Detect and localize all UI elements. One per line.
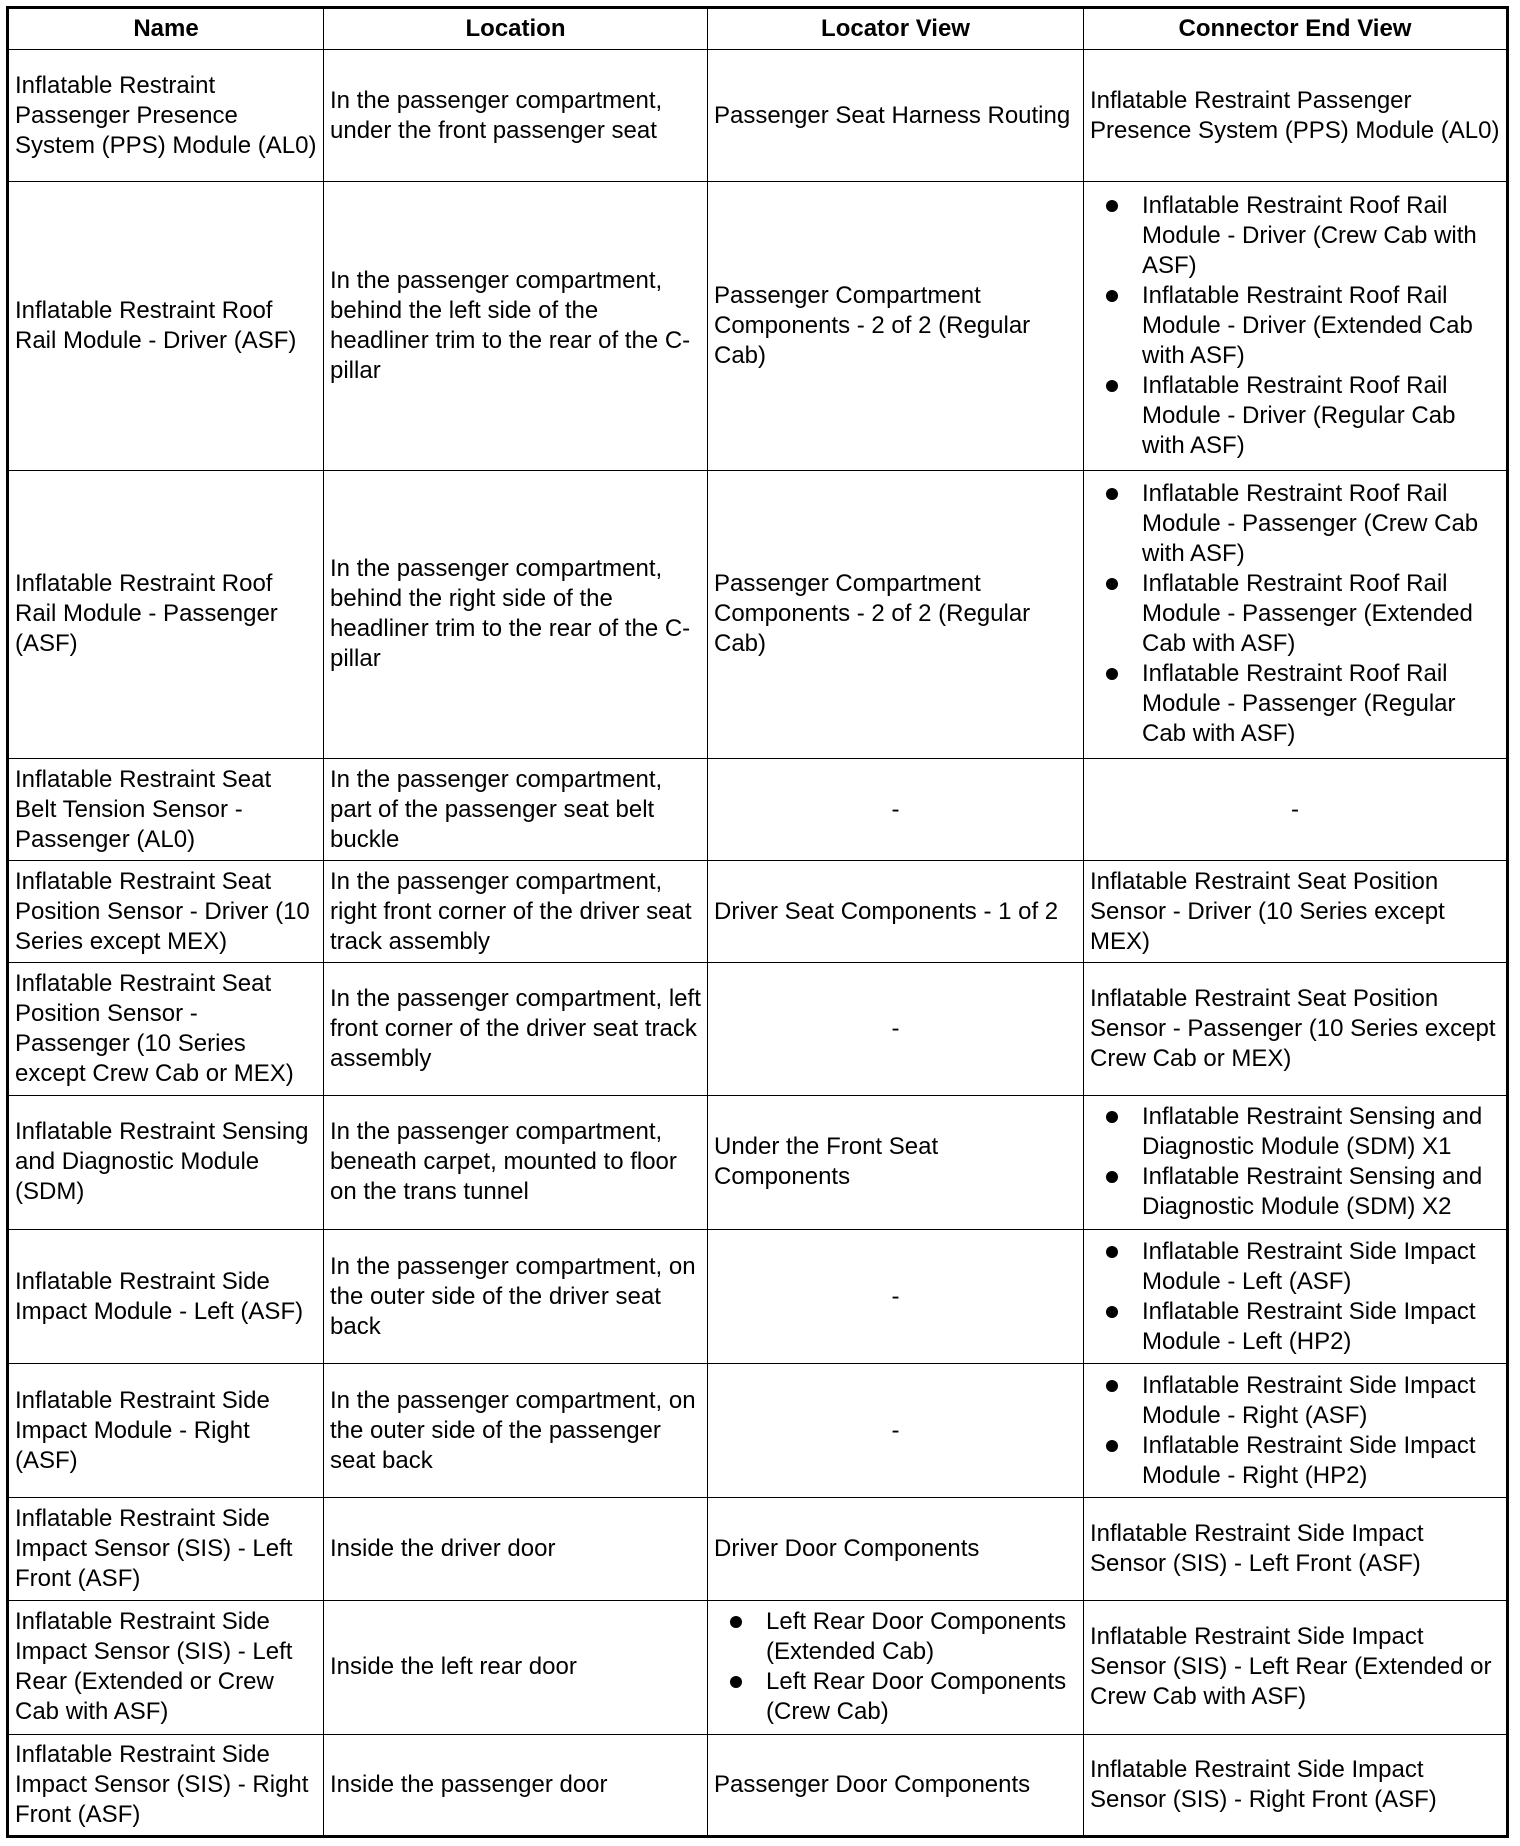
cell-locator-view: - — [708, 1229, 1084, 1363]
table-row — [8, 50, 1508, 182]
column-header-location: Location — [324, 8, 708, 50]
cell-location: In the passenger compartment, right front corner of the driver seat track assembly — [324, 861, 708, 963]
cell-component-name: Inflatable Restraint Roof Rail Module - Driver (ASF) — [8, 182, 324, 470]
cell-location: In the passenger compartment, behind the left side of the headliner trim to the rear of the C-pillar — [324, 182, 708, 470]
connector-end-view-item: Inflatable Restraint Side Impact Module - Right (ASF) — [1090, 1371, 1500, 1431]
cell-component-name: Inflatable Restraint Seat Position Sensor - Passenger (10 Series except Crew Cab or MEX) — [8, 963, 324, 1095]
cell-locator-view: - — [708, 963, 1084, 1095]
table-row — [8, 1229, 1508, 1363]
connector-end-view-item: Inflatable Restraint Roof Rail Module - Passenger (Crew Cab with ASF) — [1090, 479, 1500, 569]
cell-location: In the passenger compartment, behind the right side of the headliner trim to the rear of the C-pillar — [324, 470, 708, 758]
cell-locator-view: - — [708, 759, 1084, 861]
cell-locator-view: - — [708, 1364, 1084, 1498]
cell-component-name: Inflatable Restraint Seat Position Sensor - Driver (10 Series except MEX) — [8, 861, 324, 963]
bullet-list — [1090, 1102, 1500, 1222]
connector-end-view-item: Inflatable Restraint Side Impact Module - Left (HP2) — [1090, 1297, 1500, 1357]
cell-locator-view: Driver Seat Components - 1 of 2 — [708, 861, 1084, 963]
bullet-list — [1090, 479, 1500, 749]
cell-connector-end-view: Inflatable Restraint Side Impact Sensor (SIS) - Right Front (ASF) — [1084, 1734, 1508, 1836]
table-body — [8, 50, 1508, 1837]
cell-connector-end-view: Inflatable Restraint Seat Position Sensor - Passenger (10 Series except Crew Cab or MEX) — [1084, 963, 1508, 1095]
cell-connector-end-view — [1084, 1095, 1508, 1229]
cell-component-name: Inflatable Restraint Seat Belt Tension Sensor - Passenger (AL0) — [8, 759, 324, 861]
cell-component-name: Inflatable Restraint Sensing and Diagnostic Module (SDM) — [8, 1095, 324, 1229]
cell-locator-view — [708, 1600, 1084, 1734]
cell-component-name: Inflatable Restraint Roof Rail Module - Passenger (ASF) — [8, 470, 324, 758]
cell-connector-end-view — [1084, 1364, 1508, 1498]
table-row — [8, 470, 1508, 758]
cell-locator-view: Driver Door Components — [708, 1498, 1084, 1600]
column-header-name: Name — [8, 8, 324, 50]
header-row — [8, 8, 1508, 50]
cell-location: In the passenger compartment, on the outer side of the driver seat back — [324, 1229, 708, 1363]
cell-component-name: Inflatable Restraint Side Impact Sensor (SIS) - Left Front (ASF) — [8, 1498, 324, 1600]
cell-locator-view: Passenger Compartment Components - 2 of 2 (Regular Cab) — [708, 182, 1084, 470]
table-row — [8, 1364, 1508, 1498]
cell-connector-end-view — [1084, 1229, 1508, 1363]
cell-location: In the passenger compartment, beneath carpet, mounted to floor on the trans tunnel — [324, 1095, 708, 1229]
cell-location: In the passenger compartment, under the front passenger seat — [324, 50, 708, 182]
cell-connector-end-view: - — [1084, 759, 1508, 861]
connector-end-view-item: Inflatable Restraint Roof Rail Module - Passenger (Regular Cab with ASF) — [1090, 659, 1500, 749]
bullet-list — [1090, 1237, 1500, 1357]
bullet-list — [1090, 191, 1500, 461]
bullet-list — [714, 1607, 1077, 1727]
bullet-list — [1090, 1371, 1500, 1491]
table-row — [8, 963, 1508, 1095]
component-locator-sheet — [6, 6, 1506, 1838]
table-row — [8, 1498, 1508, 1600]
cell-locator-view: Under the Front Seat Components — [708, 1095, 1084, 1229]
table-row — [8, 861, 1508, 963]
connector-end-view-item: Inflatable Restraint Roof Rail Module - Driver (Extended Cab with ASF) — [1090, 281, 1500, 371]
column-header-connector-end-view: Connector End View — [1084, 8, 1508, 50]
cell-connector-end-view: Inflatable Restraint Side Impact Sensor (SIS) - Left Front (ASF) — [1084, 1498, 1508, 1600]
cell-location: In the passenger compartment, on the outer side of the passenger seat back — [324, 1364, 708, 1498]
locator-view-item: Left Rear Door Components (Extended Cab) — [714, 1607, 1077, 1667]
cell-location: Inside the driver door — [324, 1498, 708, 1600]
cell-component-name: Inflatable Restraint Side Impact Module - Left (ASF) — [8, 1229, 324, 1363]
component-locator-table — [6, 6, 1509, 1838]
connector-end-view-item: Inflatable Restraint Side Impact Module - Right (HP2) — [1090, 1431, 1500, 1491]
cell-locator-view: Passenger Door Components — [708, 1734, 1084, 1836]
cell-location: In the passenger compartment, left front corner of the driver seat track assembly — [324, 963, 708, 1095]
connector-end-view-item: Inflatable Restraint Sensing and Diagnostic Module (SDM) X2 — [1090, 1162, 1500, 1222]
cell-connector-end-view — [1084, 470, 1508, 758]
table-row — [8, 1095, 1508, 1229]
table-row — [8, 1600, 1508, 1734]
connector-end-view-item: Inflatable Restraint Roof Rail Module - Driver (Regular Cab with ASF) — [1090, 371, 1500, 461]
cell-locator-view: Passenger Compartment Components - 2 of 2 (Regular Cab) — [708, 470, 1084, 758]
connector-end-view-item: Inflatable Restraint Roof Rail Module - Passenger (Extended Cab with ASF) — [1090, 569, 1500, 659]
cell-connector-end-view — [1084, 182, 1508, 470]
cell-component-name: Inflatable Restraint Side Impact Module - Right (ASF) — [8, 1364, 324, 1498]
cell-connector-end-view: Inflatable Restraint Side Impact Sensor (SIS) - Left Rear (Extended or Crew Cab with ASF) — [1084, 1600, 1508, 1734]
cell-component-name: Inflatable Restraint Side Impact Sensor (SIS) - Right Front (ASF) — [8, 1734, 324, 1836]
cell-location: Inside the left rear door — [324, 1600, 708, 1734]
cell-connector-end-view: Inflatable Restraint Seat Position Sensor - Driver (10 Series except MEX) — [1084, 861, 1508, 963]
cell-connector-end-view: Inflatable Restraint Passenger Presence System (PPS) Module (AL0) — [1084, 50, 1508, 182]
connector-end-view-item: Inflatable Restraint Roof Rail Module - Driver (Crew Cab with ASF) — [1090, 191, 1500, 281]
table-row — [8, 1734, 1508, 1836]
table-row — [8, 759, 1508, 861]
cell-location: Inside the passenger door — [324, 1734, 708, 1836]
connector-end-view-item: Inflatable Restraint Side Impact Module - Left (ASF) — [1090, 1237, 1500, 1297]
cell-location: In the passenger compartment, part of the passenger seat belt buckle — [324, 759, 708, 861]
cell-locator-view: Passenger Seat Harness Routing — [708, 50, 1084, 182]
connector-end-view-item: Inflatable Restraint Sensing and Diagnostic Module (SDM) X1 — [1090, 1102, 1500, 1162]
column-header-locator-view: Locator View — [708, 8, 1084, 50]
table-row — [8, 182, 1508, 470]
cell-component-name: Inflatable Restraint Passenger Presence System (PPS) Module (AL0) — [8, 50, 324, 182]
locator-view-item: Left Rear Door Components (Crew Cab) — [714, 1667, 1077, 1727]
cell-component-name: Inflatable Restraint Side Impact Sensor (SIS) - Left Rear (Extended or Crew Cab with ASF) — [8, 1600, 324, 1734]
